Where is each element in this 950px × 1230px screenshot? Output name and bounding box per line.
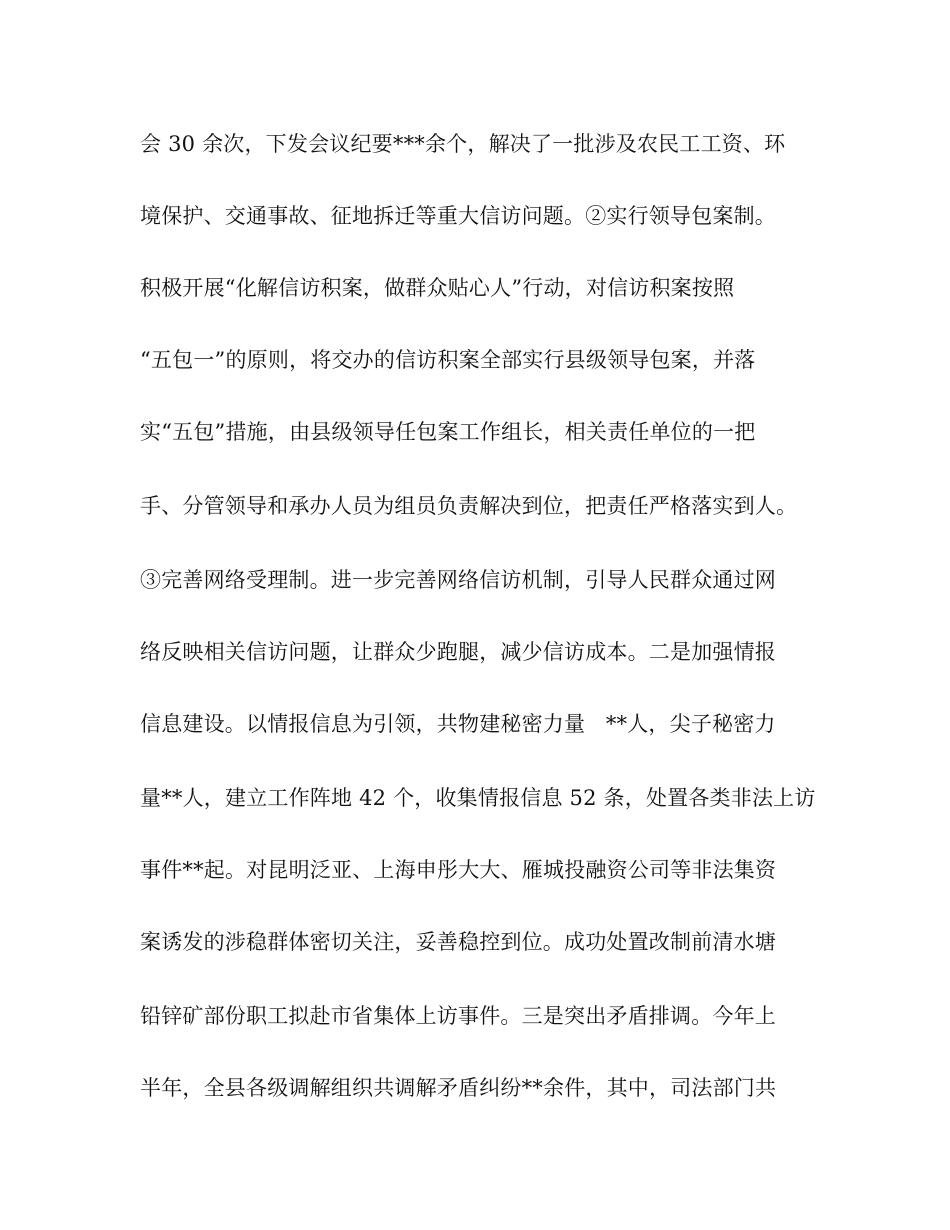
text-line: 会 30 余次，下发会议纪要***余个，解决了一批涉及农民工工资、环 [140, 132, 786, 156]
text-line: 信息建设。以情报信息为引领，共物建秘密力量 **人，尖子秘密力 [140, 712, 776, 736]
text-line: 案诱发的涉稳群体密切关注，妥善稳控到位。成功处置改制前清水塘 [140, 930, 776, 954]
text-line: 铅锌矿部份职工拟赴市省集体上访事件。三是突出矛盾排调。今年上 [140, 1004, 776, 1028]
text-line: ③完善网络受理制。进一步完善网络信访机制，引导人民群众通过网 [140, 568, 776, 592]
text-line: 境保护、交通事故、征地拆迁等重大信访问题。②实行领导包案制。 [140, 204, 776, 228]
text-line: 积极开展“化解信访积案，做群众贴心人”行动，对信访积案按照 [140, 276, 735, 300]
text-line: “五包一”的原则，将交办的信访积案全部实行县级领导包案，并落 [140, 348, 756, 372]
text-line: 半年，全县各级调解组织共调解矛盾纠纷**余件，其中，司法部门共 [140, 1076, 777, 1100]
text-line: 实“五包”措施，由县级领导任包案工作组长，相关责任单位的一把 [140, 420, 756, 444]
text-line: 量**人，建立工作阵地 42 个，收集情报信息 52 条，处置各类非法上访 [140, 786, 816, 810]
text-line: 事件**起。对昆明泛亚、上海申彤大大、雁城投融资公司等非法集资 [140, 858, 777, 882]
text-line: 手、分管领导和承办人员为组员负责解决到位，把责任严格落实到人。 [140, 494, 798, 518]
text-line: 络反映相关信访问题，让群众少跑腿，减少信访成本。二是加强情报 [140, 640, 776, 664]
